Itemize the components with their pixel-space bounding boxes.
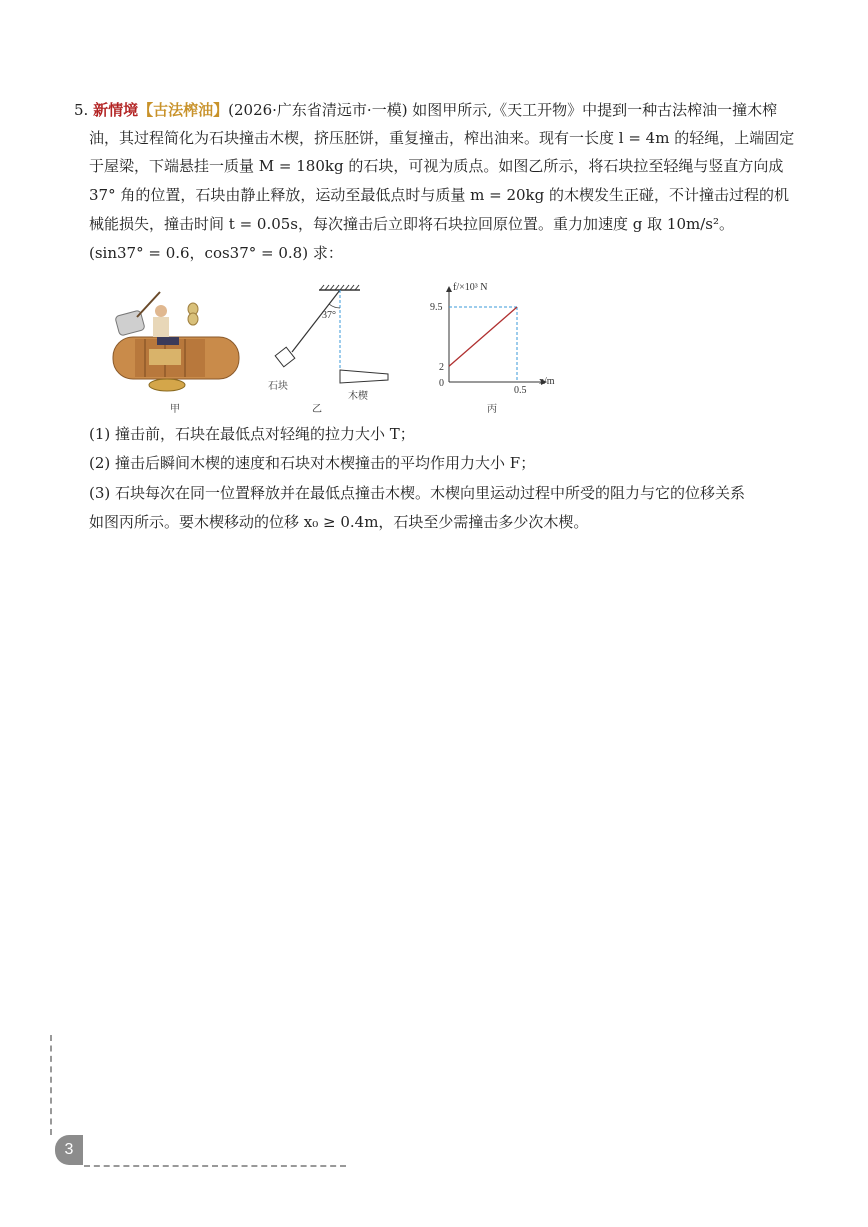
- margin-dashed-line: [50, 1035, 52, 1135]
- angle-label: 37°: [322, 310, 336, 321]
- y-axis-label: f/×10³ N: [453, 282, 488, 293]
- stone-label: 石块: [268, 381, 288, 392]
- question-line-2: 油，其过程简化为石块撞击木楔，挤压胚饼，重复撞击，榨出油来。现有一长度 l = 4m 的轻绳，上端固定: [89, 129, 795, 147]
- question-line-5: 械能损失，撞击时间 t = 0.05s，每次撞击后立即将石块拉回原位置。重力加速度 g 取 10m/s²。: [89, 215, 734, 233]
- caption-jia: 甲: [170, 404, 180, 415]
- part-3-continued: 如图丙所示。要木楔移动的位移 x₀ ≥ 0.4m，石块至少需撞击多少次木楔。: [89, 513, 589, 531]
- part-2: (2) 撞击后瞬间木楔的速度和石块对木楔撞击的平均作用力大小 F；: [89, 454, 536, 472]
- series-line: [449, 307, 517, 366]
- question-line-3: 于屋梁，下端悬挂一质量 M = 180kg 的石块，可视为质点。如图乙所示，将石块拉至轻绳与竖直方向成: [89, 157, 784, 175]
- figure-yi: [262, 280, 397, 415]
- y-tick-high: 9.5: [430, 302, 443, 313]
- y-tick-low: 2: [439, 362, 444, 373]
- figure-bing: [425, 282, 570, 415]
- question-line-4: 37° 角的位置，石块由静止释放，运动至最低点时与质量 m = 20kg 的木楔发生正碰，不计撞击过程的机: [89, 186, 790, 204]
- footer-dashed-line: [84, 1165, 346, 1167]
- page-number: 3: [55, 1135, 83, 1165]
- tag-topic: 【古法榨油】: [138, 101, 229, 119]
- tag-new-context: 新情境: [93, 101, 139, 119]
- question-line-1: (2026·广东省清远市·一模) 如图甲所示,《天工开物》中提到一种古法榨油一撞木榨: [228, 101, 778, 119]
- question-number: 5.: [74, 101, 89, 119]
- question-line-6: (sin37° = 0.6，cos37° = 0.8) 求：: [89, 244, 343, 262]
- y-axis-arrow: [446, 286, 452, 292]
- figure-jia: [105, 287, 245, 415]
- x-axis-label: x/m: [539, 376, 555, 387]
- x-tick: 0.5: [514, 385, 527, 396]
- wedge-label: 木楔: [348, 391, 368, 402]
- part-1: (1) 撞击前，石块在最低点对轻绳的拉力大小 T；: [89, 425, 415, 443]
- caption-bing: 丙: [487, 404, 497, 415]
- origin-label: 0: [439, 378, 444, 389]
- oil-press-illustration: [105, 287, 245, 397]
- part-3: (3) 石块每次在同一位置释放并在最低点撞击木楔。木楔向里运动过程中所受的阻力与它的位移关系: [89, 484, 746, 502]
- caption-yi: 乙: [312, 404, 322, 415]
